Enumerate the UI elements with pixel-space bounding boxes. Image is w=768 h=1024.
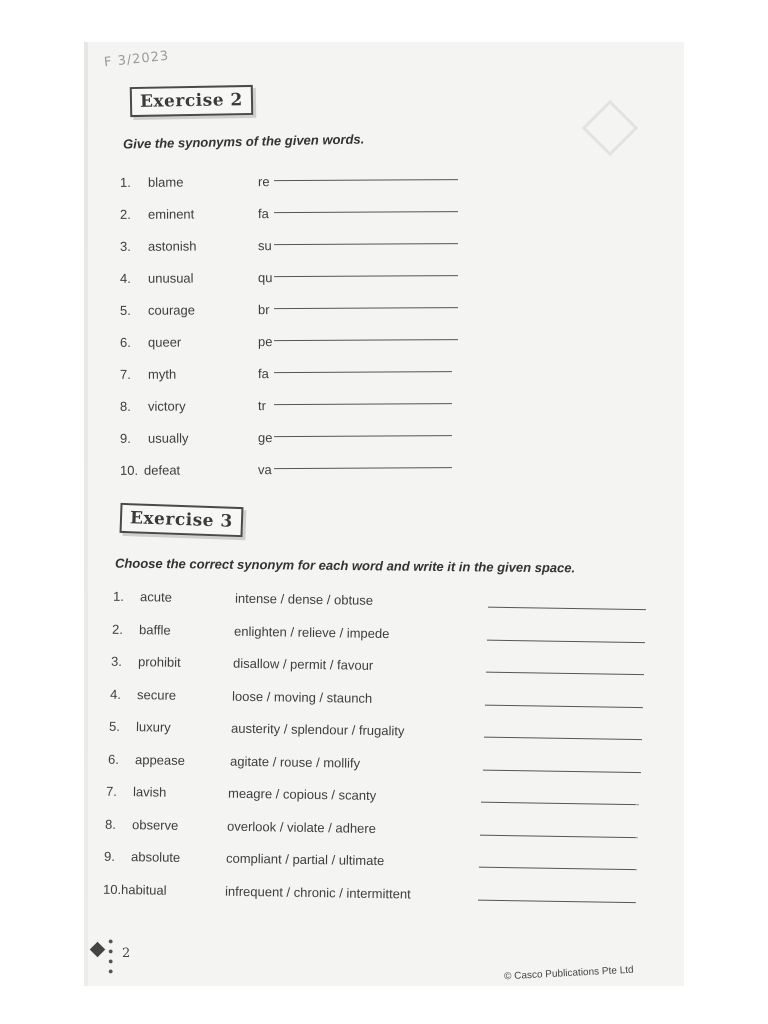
item-word: blame (147, 174, 184, 190)
item-number: 3. (110, 653, 122, 669)
item-word: habitual (121, 881, 167, 898)
exercise-3-title: Exercise 3 (129, 508, 234, 532)
answer-prefix: va (257, 462, 272, 478)
item-number: 9. (119, 430, 131, 446)
item-word: courage (147, 302, 196, 318)
item-number: 7. (106, 783, 118, 799)
exercise-2-item (120, 397, 465, 417)
exercise-2-title-box (130, 85, 253, 117)
exercise-2-item (120, 461, 465, 481)
exercise-2-item (120, 429, 465, 449)
item-number: 9. (104, 848, 116, 864)
exercise-2-item (120, 173, 465, 193)
item-number: 2. (111, 621, 123, 637)
synonym-options: infrequent / chronic / intermittent (225, 883, 411, 902)
item-number: 8. (105, 816, 117, 832)
item-word: victory (147, 398, 186, 414)
item-number: 7. (119, 366, 131, 382)
item-word: defeat (143, 462, 181, 478)
item-word: absolute (131, 849, 181, 865)
answer-line[interactable] (274, 403, 452, 405)
synonym-options: loose / moving / staunch (231, 688, 373, 706)
synonym-options: disallow / permit / favour (232, 655, 374, 673)
exercise-2-instruction: Give the synonyms of the given words. (122, 131, 365, 152)
item-word: observe (132, 816, 179, 833)
item-word: secure (136, 686, 176, 703)
handwritten-date: F 3/2023 (103, 48, 170, 71)
exercise-3-instruction: Choose the correct synonym for each word and write it in the given space. (114, 555, 576, 576)
answer-prefix: re (257, 174, 270, 190)
exercise-2-item (120, 269, 465, 289)
item-word: luxury (135, 719, 171, 735)
exercise-2-item (120, 237, 465, 257)
answer-line[interactable] (274, 243, 458, 245)
item-number: 2. (119, 206, 131, 222)
answer-line[interactable] (486, 672, 644, 675)
item-number: 4. (119, 270, 131, 286)
item-word: baffle (138, 621, 171, 638)
answer-line[interactable] (485, 704, 643, 707)
answer-prefix: su (257, 238, 272, 254)
answer-line[interactable] (274, 371, 452, 373)
item-number: 10. (119, 462, 139, 478)
item-number: 10. (103, 881, 122, 897)
dots-icon: ● ● ● ● (108, 936, 117, 976)
answer-line[interactable] (274, 179, 458, 181)
exercise-2-item (120, 205, 465, 225)
item-word: queer (147, 334, 182, 350)
item-word: unusual (147, 270, 194, 286)
answer-line[interactable] (482, 769, 640, 772)
synonym-options: intense / dense / obtuse (234, 590, 374, 608)
item-word: astonish (147, 238, 197, 254)
page-number: 2 (122, 946, 131, 961)
answer-prefix: br (257, 302, 270, 318)
item-number: 1. (112, 588, 125, 604)
answer-line[interactable] (479, 867, 637, 870)
answer-line[interactable] (484, 737, 642, 740)
item-number: 1. (119, 174, 131, 190)
synonym-options: enlighten / relieve / impede (233, 623, 390, 641)
item-word: myth (147, 366, 177, 382)
exercise-3-title-box (120, 503, 244, 537)
item-word: eminent (147, 206, 195, 222)
item-word: prohibit (137, 654, 181, 670)
synonym-options: compliant / partial / ultimate (226, 850, 385, 869)
exercise-2-item (120, 333, 465, 353)
item-number: 8. (119, 398, 131, 414)
answer-line[interactable] (274, 339, 458, 341)
item-word: acute (139, 589, 172, 605)
answer-line[interactable] (274, 467, 452, 469)
item-word: usually (147, 430, 189, 446)
answer-line[interactable] (480, 834, 638, 837)
answer-line[interactable] (274, 307, 458, 309)
item-word: appease (134, 751, 185, 768)
answer-prefix: fa (257, 366, 269, 382)
answer-line[interactable] (274, 211, 458, 213)
answer-line[interactable] (481, 802, 639, 805)
synonym-options: austerity / splendour / frugality (230, 720, 405, 739)
answer-line[interactable] (487, 639, 645, 642)
answer-line[interactable] (274, 275, 458, 277)
answer-line[interactable] (274, 435, 452, 437)
exercise-2-item (120, 301, 465, 321)
answer-prefix: tr (257, 398, 266, 414)
synonym-options: meagre / copious / scanty (228, 785, 377, 804)
item-number: 5. (119, 302, 131, 318)
answer-line[interactable] (478, 899, 636, 902)
answer-prefix: ge (257, 430, 273, 446)
answer-prefix: fa (257, 206, 269, 222)
exercise-2-item (120, 365, 465, 385)
exercise-2-title: Exercise 2 (139, 90, 243, 112)
item-number: 3. (119, 238, 131, 254)
item-word: lavish (133, 784, 167, 800)
answer-prefix: qu (257, 270, 273, 286)
item-number: 6. (107, 751, 119, 767)
item-number: 6. (119, 334, 131, 350)
answer-prefix: pe (257, 334, 273, 350)
answer-line[interactable] (488, 607, 646, 610)
item-number: 5. (108, 718, 120, 734)
copyright-notice: © Casco Publications Pte Ltd (503, 964, 634, 983)
item-number: 4. (109, 686, 121, 702)
synonym-options: overlook / violate / adhere (227, 818, 377, 836)
synonym-options: agitate / rouse / mollify (229, 753, 360, 771)
